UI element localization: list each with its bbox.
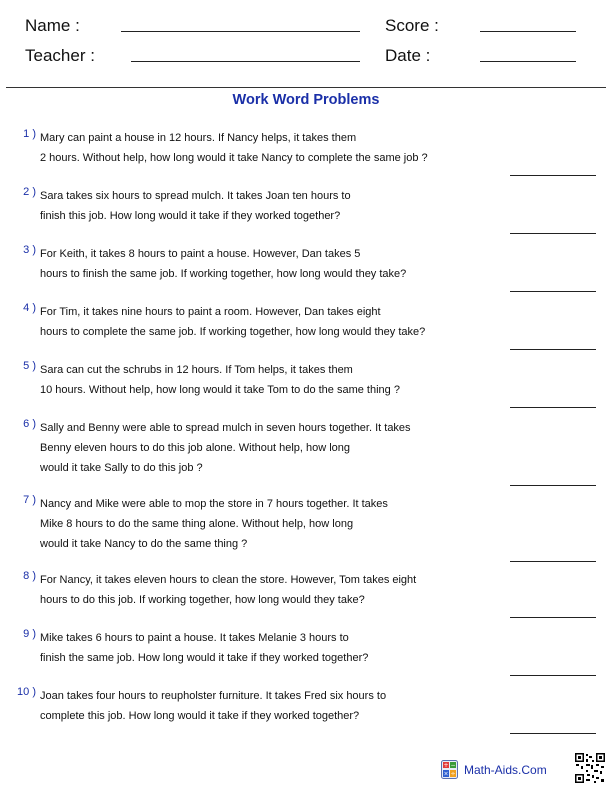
answer-field[interactable] xyxy=(510,233,596,234)
problem-text-line: For Tim, it takes nine hours to paint a room. However, Dan takes eight xyxy=(40,306,381,318)
svg-text:×: × xyxy=(443,770,449,778)
svg-text:÷: ÷ xyxy=(450,770,456,778)
problem-text-line: Mike 8 hours to do the same thing alone. Without help, how long xyxy=(40,518,354,530)
svg-text:+: + xyxy=(443,762,449,769)
problem-number: 10 ) xyxy=(17,686,36,698)
svg-text:−: − xyxy=(450,762,456,769)
problem-number: 6 ) xyxy=(23,418,36,430)
worksheet-title: Work Word Problems xyxy=(232,92,380,108)
name-field[interactable] xyxy=(121,31,360,32)
answer-field[interactable] xyxy=(510,291,596,292)
problem-text xyxy=(40,686,480,726)
problem-text-line: finish this job. How long would it take if they worked together? xyxy=(40,210,341,222)
answer-field[interactable] xyxy=(510,675,596,676)
problem-text xyxy=(40,244,480,284)
problem-text xyxy=(40,418,480,478)
problem-text-line: Mike takes 6 hours to paint a house. It takes Melanie 3 hours to xyxy=(40,632,349,644)
problem-text-line: Sally and Benny were able to spread mulch in seven hours together. It takes xyxy=(40,422,411,434)
problem-number: 5 ) xyxy=(23,360,36,372)
problem-text-line: would it take Sally to do this job ? xyxy=(40,462,203,474)
problem-text-line: Sara takes six hours to spread mulch. It takes Joan ten hours to xyxy=(40,190,351,202)
problem-text-line: Sara can cut the schrubs in 12 hours. If Tom helps, it takes them xyxy=(40,364,353,376)
problem-number: 9 ) xyxy=(23,628,36,640)
problem-text-line: complete this job. How long would it take if they worked together? xyxy=(40,710,360,722)
problem-text-line: hours to complete the same job. If working together, how long would they take? xyxy=(40,326,426,338)
problem-text xyxy=(40,494,480,554)
problem-text-line: Mary can paint a house in 12 hours. If Nancy helps, it takes them xyxy=(40,132,357,144)
date-field[interactable] xyxy=(480,61,576,62)
problem-text-line: would it take Nancy to do the same thing ? xyxy=(40,538,248,550)
answer-field[interactable] xyxy=(510,617,596,618)
answer-field[interactable] xyxy=(510,485,596,486)
problem-text-line: finish the same job. How long would it take if they worked together? xyxy=(40,652,369,664)
problem-text xyxy=(40,302,480,342)
problem-number: 8 ) xyxy=(23,570,36,582)
problem-text xyxy=(40,128,480,168)
problem-text-line: For Nancy, it takes eleven hours to clean the store. However, Tom takes eight xyxy=(40,574,417,586)
answer-field[interactable] xyxy=(510,175,596,176)
problem-text-line: Benny eleven hours to do this job alone. Without help, how long xyxy=(40,442,351,454)
problem-text-line: 10 hours. Without help, how long would it take Tom to do the same thing ? xyxy=(40,384,400,396)
teacher-label: Teacher : xyxy=(25,46,95,65)
problem-text xyxy=(40,360,480,400)
answer-field[interactable] xyxy=(510,349,596,350)
answer-field[interactable] xyxy=(510,407,596,408)
problem-text-line: hours to finish the same job. If working together, how long would they take? xyxy=(40,268,407,280)
problem-text xyxy=(40,186,480,226)
header-divider xyxy=(6,87,606,88)
brand-link[interactable]: Math-Aids.Com xyxy=(464,763,547,777)
answer-field[interactable] xyxy=(510,733,596,734)
name-label: Name : xyxy=(25,16,80,35)
calculator-icon xyxy=(441,760,458,779)
score-field[interactable] xyxy=(480,31,576,32)
problem-number: 7 ) xyxy=(23,494,36,506)
date-label: Date : xyxy=(385,46,431,65)
problem-number: 1 ) xyxy=(23,128,36,140)
problem-text xyxy=(40,628,480,668)
answer-field[interactable] xyxy=(510,561,596,562)
problem-number: 3 ) xyxy=(23,244,36,256)
problem-number: 4 ) xyxy=(23,302,36,314)
problem-text-line: For Keith, it takes 8 hours to paint a house. However, Dan takes 5 xyxy=(40,248,361,260)
qr-code-icon xyxy=(574,752,606,784)
problem-text-line: Joan takes four hours to reupholster furniture. It takes Fred six hours to xyxy=(40,690,387,702)
problem-text-line: hours to do this job. If working together, how long would they take? xyxy=(40,594,365,606)
problem-number: 2 ) xyxy=(23,186,36,198)
problem-text-line: 2 hours. Without help, how long would it take Nancy to complete the same job ? xyxy=(40,152,428,164)
score-label: Score : xyxy=(385,16,439,35)
problem-text-line: Nancy and Mike were able to mop the store in 7 hours together. It takes xyxy=(40,498,388,510)
teacher-field[interactable] xyxy=(131,61,360,62)
problem-text xyxy=(40,570,480,610)
